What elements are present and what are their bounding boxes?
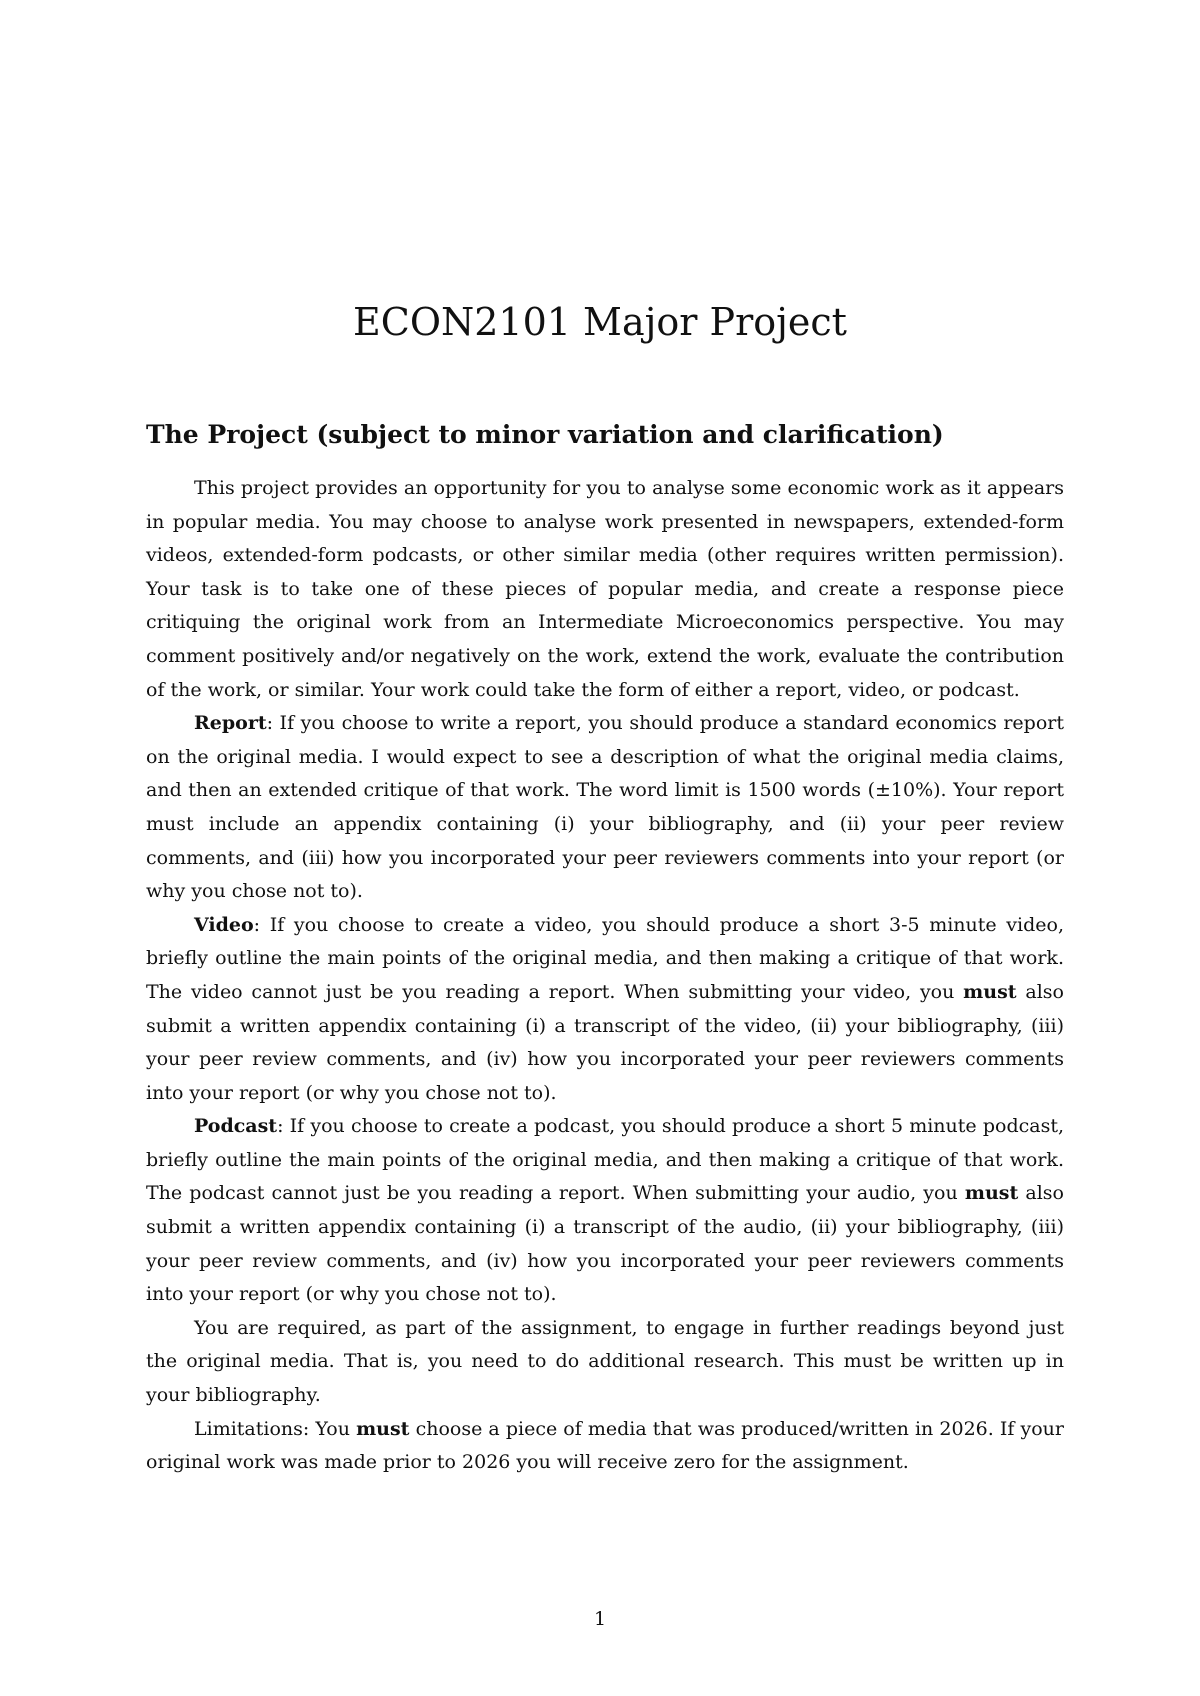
body-text (146, 472, 1064, 1480)
podcast-label: Podcast (194, 1115, 278, 1138)
report-label: Report (194, 712, 267, 735)
podcast-text-1: : If you choose to create a podcast, you should produce a short 5 minute podcast, briefly outline the main points of the original media, and then making a critique of that work. The podcast cannot just be you reading a report. When submitting your audio, you (146, 1115, 1064, 1205)
limitations-emphasis: must (356, 1417, 410, 1440)
podcast-text-2: also submit a written appendix containing (i) a transcript of the audio, (ii) your bibliography, (iii) your peer review comments, and (iv) how you incorporated your peer reviewers comments into your report (or why you chose not to). (146, 1182, 1064, 1306)
intro-text: This project provides an opportunity for you to analyse some economic work as it appears in popular media. You may choose to analyse work presented in newspapers, extended-form videos, extended-form podcasts, or other similar media (other requires written permission). Your task is to take one of these pieces of popular media, and create a response piece critiquing the original work from an Intermediate Microeconomics perspective. You may comment positively and/or negatively on the work, extend the work, evaluate the contribution of the work, or similar. Your work could take the form of either a report, video, or podcast. (146, 477, 1064, 701)
paragraph-intro (146, 472, 1064, 707)
page-title: ECON2101 Major Project (353, 300, 847, 344)
paragraph-limitations (146, 1413, 1064, 1480)
paragraph-report (146, 707, 1064, 909)
video-emphasis: must (963, 980, 1017, 1003)
limitations-text-1: Limitations: You (194, 1417, 357, 1440)
paragraph-research (146, 1312, 1064, 1413)
research-text: You are required, as part of the assignment, to engage in further readings beyond just the original media. That is, you need to do additional research. This must be written up in your bibliography. (146, 1316, 1064, 1407)
page-number: 1 (593, 1608, 607, 1630)
paragraph-podcast (146, 1110, 1064, 1312)
paragraph-video (146, 909, 1064, 1111)
section-heading: The Project (subject to minor variation and clarification) (146, 420, 944, 449)
limitations-text-2: choose a piece of media that was produced/written in 2026. If your original work was made prior to 2026 you will receive zero for the assignment. (146, 1417, 1065, 1474)
video-label: Video (194, 913, 254, 936)
video-text-1: : If you choose to create a video, you should produce a short 3-5 minute video, briefly outline the main points of the original media, and then making a critique of that work. The video cannot just be you reading a report. When submitting your video, you (146, 913, 1064, 1003)
podcast-emphasis: must (964, 1182, 1019, 1205)
video-text-2: also submit a written appendix containing (i) a transcript of the video, (ii) your bibliography, (iii) your peer review comments, and (iv) how you incorporated your peer reviewers comments into your report (or why you chose not to). (146, 980, 1064, 1104)
report-text: : If you choose to write a report, you should produce a standard economics report on the original media. I would expect to see a description of what the original media claims, and then an extended critique of that work. The word limit is 1500 words (±10%). Your report must include an appendix containing (i) your bibliography, and (ii) your peer review comments, and (iii) how you incorporated your peer reviewers comments into your report (or why you chose not to). (146, 712, 1064, 903)
